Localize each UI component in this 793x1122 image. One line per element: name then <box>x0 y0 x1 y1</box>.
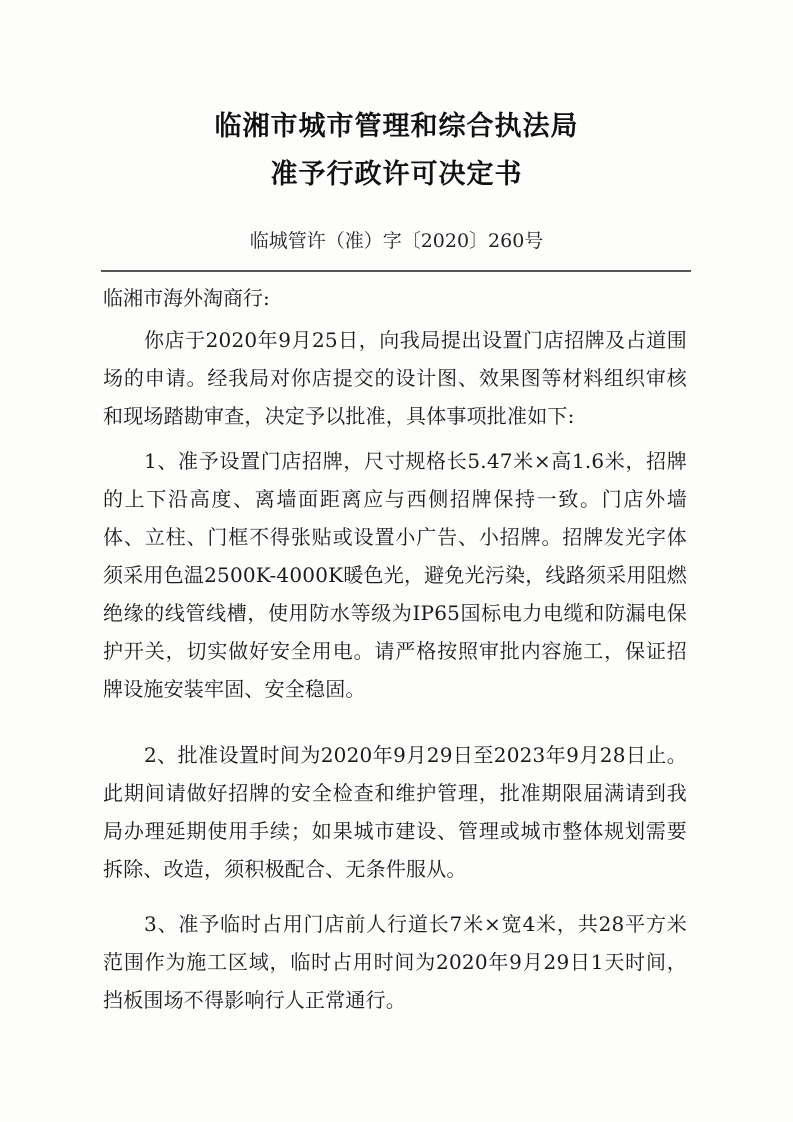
document-number: 临城管许（准）字〔2020〕260号 <box>249 230 544 252</box>
document-title-line-1: 临湘市城市管理和综合执法局 <box>214 111 579 142</box>
header-divider <box>101 270 691 272</box>
paragraph-item-1: 1、准予设置门店招牌，尺寸规格长5.47米×高1.6米，招牌的上下沿高度、离墙面距离应与西侧招牌保持一致。门店外墙体、立柱、门框不得张贴或设置小广告、小招牌。招牌发光字体须采用色温2500K-4000K暖色光，避免光污染，线路须采用阻燃绝缘的线管线槽，使用防水等级为IP65国标电力电缆和防漏电保护开关，切实做好安全用电。请严格按照审批内容施工，保证招牌设施安装牢固、安全稳固。 <box>103 449 687 701</box>
addressee: 临湘市海外淘商行: <box>103 286 270 310</box>
document-title-line-2: 准予行政许可决定书 <box>270 159 523 190</box>
paragraph-item-2: 2、批准设置时间为2020年9月29日至2023年9月28日止。此期间请做好招牌的安全检查和维护管理，批准期限届满请到我局办理延期使用手续；如果城市建设、管理或城市整体规划需要拆除、改造，须积极配合、无条件服从。 <box>103 743 687 881</box>
paragraph-intro: 你店于2020年9月25日，向我局提出设置门店招牌及占道围场的申请。经我局对你店提交的设计图、效果图等材料组织审核和现场踏勘审查，决定予以批准，具体事项批准如下: <box>103 328 687 428</box>
paragraph-item-3: 3、准予临时占用门店前人行道长7米×宽4米，共28平方米范围作为施工区域，临时占用时间为2020年9月29日1天时间，挡板围场不得影响行人正常通行。 <box>103 912 687 1012</box>
